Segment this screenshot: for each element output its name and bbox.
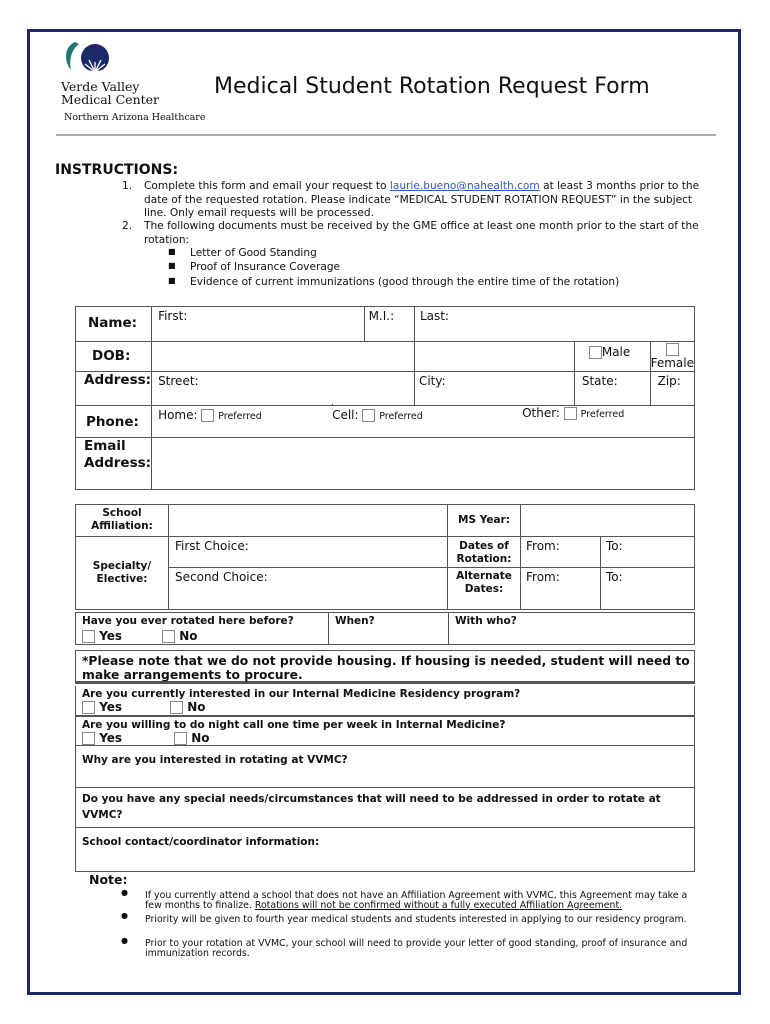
rotated-yes-checkbox[interactable] [82, 630, 95, 643]
zip-label: Zip: [657, 374, 681, 388]
cell-label: Cell: [332, 408, 359, 422]
last-name-label: Last: [419, 309, 449, 323]
night-call-options [82, 731, 694, 745]
logo-line-1: Verde Valley [61, 79, 140, 94]
doc-item-3-text: Evidence of current immunizations (good through the entire time of the rotation) [190, 276, 620, 288]
other-label: Other: [522, 406, 560, 420]
ms-year-label: MS Year: [448, 505, 521, 537]
doc-item-1 [168, 247, 317, 259]
female-checkbox[interactable] [666, 343, 679, 356]
im-interest-row [75, 686, 695, 716]
night-no-label: No [191, 731, 210, 745]
instruction-1-number: 1. [122, 180, 133, 192]
im-yes-checkbox[interactable] [82, 701, 95, 714]
night-call-row [75, 716, 695, 746]
when-label: When? [335, 615, 375, 627]
dob-field[interactable] [152, 342, 415, 372]
rotated-no-checkbox[interactable] [162, 630, 175, 643]
when-field[interactable] [329, 613, 449, 645]
school-affiliation-field[interactable] [169, 505, 448, 537]
male-option[interactable] [574, 342, 650, 372]
second-choice-field[interactable] [169, 568, 448, 610]
alternate-from-field[interactable] [521, 568, 601, 610]
note-2-bullet-icon: ● [121, 911, 128, 920]
cell-preferred-label: Preferred [379, 411, 423, 422]
state-field[interactable] [574, 372, 650, 406]
instruction-1-pre: Complete this form and email your request to [144, 180, 390, 192]
with-who-field[interactable] [449, 613, 695, 645]
rotation-from-label: From: [526, 539, 560, 553]
logo-line-2: Medical Center [61, 92, 160, 107]
bullet-icon: ■ [168, 261, 176, 270]
im-yes-label: Yes [99, 700, 123, 714]
housing-notice: *Please note that we do not provide housing. If housing is needed, student will need to make arrangements to procure. [75, 650, 695, 684]
home-label: Home: [158, 408, 198, 422]
why-field[interactable] [75, 746, 695, 788]
rotated-before-question: Have you ever rotated here before? [82, 615, 294, 627]
note-1-underlined: Rotations will not be confirmed without a fully executed Affiliation Agreement. [254, 899, 623, 911]
second-choice-label: Second Choice: [175, 570, 268, 584]
alternate-dates-label: Alternate Dates: [448, 568, 521, 610]
im-interest-question: Are you currently interested in our Internal Medicine Residency program? [82, 688, 521, 700]
home-phone[interactable] [158, 408, 262, 422]
phone-divider-1 [332, 404, 333, 406]
rotation-to-field[interactable] [601, 537, 695, 568]
night-no-checkbox[interactable] [174, 732, 187, 745]
alternate-to-field[interactable] [601, 568, 695, 610]
home-preferred-checkbox[interactable] [201, 409, 214, 422]
dob-label: DOB: [76, 342, 152, 372]
name-label: Name: [76, 307, 152, 342]
doc-item-3 [168, 276, 620, 288]
instruction-2: The following documents must be received by the GME office at least one month prior to the start of the rotation: [144, 220, 699, 246]
other-preferred-checkbox[interactable] [564, 407, 577, 420]
with-who-label: With who? [455, 615, 517, 627]
note-3: Prior to your rotation at VVMC, your school will need to provide your letter of good standing, proof of insurance and immunization records. [145, 938, 688, 959]
ms-year-field[interactable] [521, 505, 695, 537]
rotated-before-options [82, 629, 328, 643]
night-yes-label: Yes [99, 731, 123, 745]
female-option[interactable] [650, 342, 694, 372]
female-label: Female [650, 356, 694, 370]
note-1-text: If you currently attend a school that does not have an Affiliation Agreement with VVMC, this Agreement may take a few months to finalize. [145, 890, 688, 911]
cell-preferred-checkbox[interactable] [362, 409, 375, 422]
dates-of-rotation-label: Dates of Rotation: [448, 537, 521, 568]
first-choice-field[interactable] [169, 537, 448, 568]
street-label: Street: [158, 374, 199, 388]
mi-label: M.I.: [368, 309, 395, 323]
city-label: City: [418, 374, 446, 388]
alternate-from-label: From: [526, 570, 560, 584]
rotated-before-table [75, 612, 695, 645]
logo [61, 38, 206, 128]
phone-field [152, 406, 695, 438]
instruction-1-post: at least 3 months prior to the date of the requested rotation. Please indicate “MEDICAL STUDENT ROTATION REQUEST” in the subject line. Only email requests will be processed. [144, 180, 700, 219]
special-needs-question: Do you have any special needs/circumstances that will need to be addressed in order to rotate at VVMC? [82, 793, 661, 821]
header-divider [56, 134, 716, 136]
zip-field[interactable] [650, 372, 694, 406]
doc-item-1-text: Letter of Good Standing [190, 247, 317, 259]
special-needs-field[interactable] [75, 788, 695, 828]
instruction-2-number: 2. [122, 220, 133, 232]
note-1 [145, 891, 705, 910]
note-3-bullet-icon: ● [121, 936, 128, 945]
rotated-yes-label: Yes [99, 629, 123, 643]
logo-line-3: Northern Arizona Healthcare [64, 112, 206, 123]
first-choice-label: First Choice: [175, 539, 249, 553]
state-label: State: [581, 374, 618, 388]
mi-field[interactable] [364, 307, 414, 342]
first-name-label: First: [158, 309, 188, 323]
note-2: Priority will be given to fourth year medical students and students interested in applying to our residency program. [145, 914, 687, 925]
phone-label: Phone: [76, 406, 152, 438]
logo-mark-icon [61, 38, 121, 80]
street-field[interactable] [152, 372, 415, 406]
dob-extra-field [414, 342, 574, 372]
first-name-field[interactable] [152, 307, 365, 342]
male-checkbox[interactable] [589, 346, 602, 359]
last-name-field[interactable] [414, 307, 694, 342]
instruction-1 [144, 180, 716, 221]
other-phone[interactable] [522, 406, 624, 420]
rotation-from-field[interactable] [521, 537, 601, 568]
other-preferred-label: Preferred [580, 409, 625, 420]
school-affiliation-label: School Affiliation: [76, 505, 169, 537]
im-interest-options [82, 700, 694, 714]
notes-heading: Note: [89, 872, 128, 887]
rotated-before-cell [76, 613, 329, 645]
city-field[interactable] [414, 372, 574, 406]
email-field[interactable] [152, 438, 695, 490]
bullet-icon: ■ [168, 276, 176, 285]
note-1-bullet-icon: ● [121, 888, 128, 897]
rotation-to-label: To: [606, 539, 623, 553]
alternate-to-label: To: [606, 570, 623, 584]
email-link[interactable]: laurie.bueno@nahealth.com [389, 180, 540, 192]
cell-phone[interactable] [332, 408, 423, 422]
rotated-no-label: No [179, 629, 198, 643]
contact-label: School contact/coordinator information: [82, 836, 320, 848]
doc-item-2-text: Proof of Insurance Coverage [190, 261, 341, 273]
contact-field[interactable] [75, 828, 695, 872]
night-call-question: Are you willing to do night call one time per week in Internal Medicine? [82, 719, 506, 731]
instructions-heading: INSTRUCTIONS: [55, 162, 179, 178]
why-question: Why are you interested in rotating at VVMC? [82, 754, 348, 766]
home-preferred-label: Preferred [218, 411, 262, 422]
email-label: Email Address: [76, 438, 152, 490]
im-no-label: No [187, 700, 206, 714]
page-title: Medical Student Rotation Request Form [214, 74, 650, 99]
doc-item-2 [168, 261, 341, 273]
im-no-checkbox[interactable] [170, 701, 183, 714]
specialty-label: Specialty/ Elective: [76, 537, 169, 610]
male-label: Male [601, 345, 631, 359]
bullet-icon: ■ [168, 247, 176, 256]
personal-info-table [75, 306, 695, 490]
night-yes-checkbox[interactable] [82, 732, 95, 745]
address-label: Address: [76, 372, 152, 406]
rotation-table [75, 504, 695, 610]
